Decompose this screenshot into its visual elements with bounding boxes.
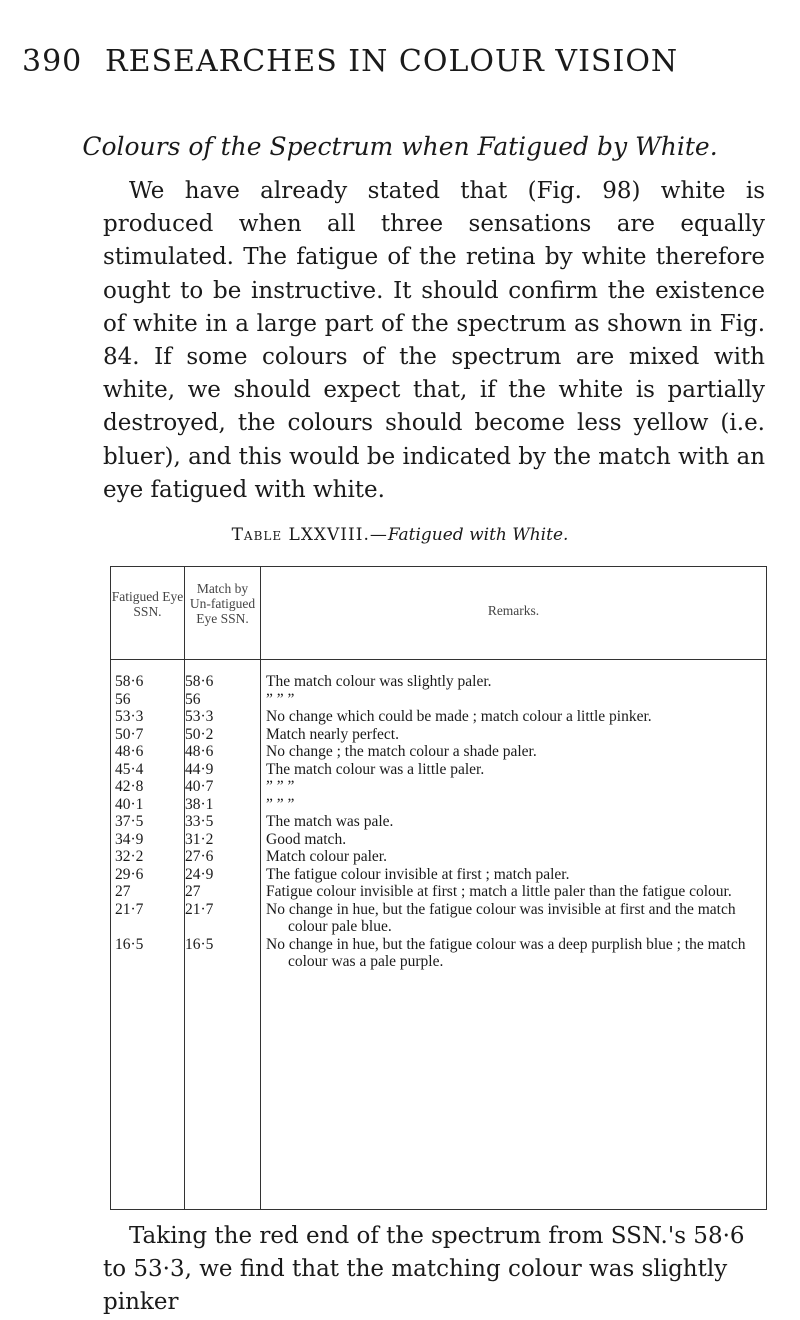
header-match-unfatigued: Match by Un-fatigued Eye SSN. — [189, 581, 256, 626]
table-row — [111, 936, 766, 971]
fatigued-value: 32·2 — [115, 848, 144, 865]
remarks-text: The match colour was a little paler. — [266, 760, 485, 778]
match-value: 31·2 — [185, 830, 214, 848]
table-row — [111, 831, 766, 849]
match-value: 27·6 — [185, 848, 214, 865]
data-table — [110, 566, 767, 1210]
match-value: 27 — [185, 883, 201, 900]
table-caption-title: Fatigued with White. — [387, 525, 569, 545]
fatigued-value: 53·3 — [115, 708, 144, 725]
remarks-text: The match colour was slightly paler. — [266, 673, 492, 690]
match-value: 38·1 — [185, 795, 214, 813]
remarks-text: Good match. — [266, 830, 347, 848]
table-row — [111, 796, 766, 814]
remarks-text: The fatigue colour invisible at first ; match paler. — [266, 865, 570, 883]
running-head: RESEARCHES IN COLOUR VISION — [105, 44, 679, 79]
fatigued-value: 16·5 — [115, 935, 144, 953]
fatigued-value: 58·6 — [115, 673, 144, 690]
remarks-ditto: ” ” ” — [266, 690, 295, 708]
table-body — [111, 673, 766, 971]
page-header — [0, 38, 800, 88]
header-fatigued-eye: Fatigued Eye SSN. — [111, 589, 184, 619]
remarks-text: The match was pale. — [266, 813, 394, 830]
header-remarks: Remarks. — [487, 603, 540, 618]
match-value: 44·9 — [185, 760, 214, 778]
intro-paragraph — [103, 175, 765, 507]
table-row — [111, 691, 766, 709]
fatigued-value: 21·7 — [115, 900, 144, 918]
header-divider — [111, 659, 766, 660]
fatigued-value: 50·7 — [115, 725, 144, 743]
closing-text: Taking the red end of the spectrum from SSN.'s 58·6 to 53·3, we find that the matching colour was slightly pinker — [103, 1223, 745, 1316]
fatigued-value: 29·6 — [115, 865, 144, 883]
match-value: 24·9 — [185, 865, 214, 883]
remarks-text: Match colour paler. — [266, 848, 387, 865]
page-number: 390 — [22, 44, 83, 79]
match-value: 16·5 — [185, 935, 214, 953]
table-row — [111, 708, 766, 726]
fatigued-value: 34·9 — [115, 830, 144, 848]
remarks-ditto: ” ” ” — [266, 778, 295, 795]
match-value: 48·6 — [185, 743, 214, 760]
fatigued-value: 48·6 — [115, 743, 144, 760]
match-value: 56 — [185, 690, 201, 708]
fatigued-value: 42·8 — [115, 778, 144, 795]
match-value: 50·2 — [185, 725, 214, 743]
remarks-text: Fatigue colour invisible at first ; match a little paler than the fatigue colour. — [266, 883, 732, 900]
match-value: 58·6 — [185, 673, 214, 690]
table-caption-label: Table LXXVIII.— — [231, 525, 388, 545]
section-heading: Colours of the Spectrum when Fatigued by White. — [82, 132, 718, 161]
fatigued-value: 45·4 — [115, 760, 144, 778]
table-row — [111, 673, 766, 691]
remarks-text: Match nearly perfect. — [266, 725, 399, 743]
match-value: 40·7 — [185, 778, 214, 795]
remarks-text: No change ; the match colour a shade paler. — [266, 743, 537, 760]
fatigued-value: 37·5 — [115, 813, 144, 830]
table-row — [111, 883, 766, 901]
table-row — [111, 726, 766, 744]
remarks-ditto: ” ” ” — [266, 795, 295, 813]
table-row — [111, 848, 766, 866]
table-row — [111, 866, 766, 884]
remarks-text: No change in hue, but the fatigue colour was invisible at first and the match colour pale blue. — [266, 900, 736, 935]
match-value: 53·3 — [185, 708, 214, 725]
remarks-text: No change which could be made ; match colour a little pinker. — [266, 708, 652, 725]
table-row — [111, 813, 766, 831]
fatigued-value: 40·1 — [115, 795, 144, 813]
match-value: 21·7 — [185, 900, 214, 918]
remarks-text: No change in hue, but the fatigue colour was a deep purplish blue ; the match colour was a pale purple. — [266, 935, 746, 970]
match-value: 33·5 — [185, 813, 214, 830]
fatigued-value: 56 — [115, 690, 131, 708]
table-caption — [0, 525, 800, 545]
table-row — [111, 778, 766, 796]
closing-paragraph — [103, 1220, 765, 1320]
table-row — [111, 743, 766, 761]
table-row — [111, 901, 766, 936]
intro-text: We have already stated that (Fig. 98) white is produced when all three sensations are equally stimulated. The fatigue of the retina by white therefore ought to be instructive. It should confirm the existence of white in a large part of the spectrum as shown in Fig. 84. If some colours of the spectrum are mixed with white, we should expect that, if the white is partially destroyed, the colours should become less yellow (i.e. bluer), and this would be indicated by the match with an eye fatigued with white. — [103, 178, 766, 503]
table-row — [111, 761, 766, 779]
fatigued-value: 27 — [115, 883, 131, 900]
